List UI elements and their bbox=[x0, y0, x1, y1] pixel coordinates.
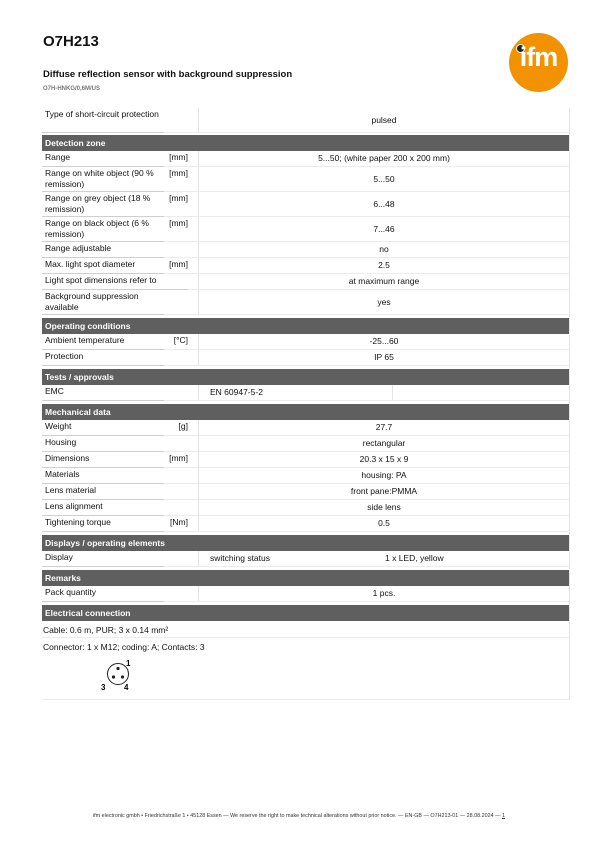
table-row: Background suppression available yes bbox=[42, 290, 569, 315]
table-row: Lens alignment side lens bbox=[42, 500, 569, 516]
product-subtitle: Diffuse reflection sensor with background suppression bbox=[43, 69, 293, 80]
section-heading: Operating conditions bbox=[42, 318, 569, 334]
table-row: Range [mm] 5...50; (white paper 200 x 200 mm) bbox=[42, 151, 569, 167]
table-row: Tightening torque [Nm] 0.5 bbox=[42, 516, 569, 532]
table-row: Lens material front pane:PMMA bbox=[42, 484, 569, 500]
table-row bbox=[42, 108, 569, 133]
table-row: Display switching status 1 x LED, yellow bbox=[42, 551, 569, 567]
section-heading: Electrical connection bbox=[42, 605, 569, 621]
table-row: Range on black object (6 % remission) [mm] 7...46 bbox=[42, 217, 569, 242]
table-row: Materials housing: PA bbox=[42, 468, 569, 484]
table-row: Light spot dimensions refer to at maximum range bbox=[42, 274, 569, 290]
table-row: Pack quantity 1 pcs. bbox=[42, 586, 569, 602]
article-number: O7H-HNKG/0,6M/US bbox=[43, 86, 101, 92]
table-row: EMC EN 60947-5-2 bbox=[42, 385, 569, 401]
section-heading: Displays / operating elements bbox=[42, 535, 569, 551]
footer-text: ifm electronic gmbh • Friedrichstraße 1 • 45128 Essen — We reserve the right to make technical alterations without prior notice. — EN-GB — O7H213-01 — 28.08.2024 — bbox=[92, 813, 501, 819]
product-title: O7H213 bbox=[43, 33, 99, 50]
table-row: Range adjustable no bbox=[42, 242, 569, 258]
table-row: Max. light spot diameter [mm] 2.5 bbox=[42, 258, 569, 274]
table-row: Dimensions [mm] 20.3 x 15 x 9 bbox=[42, 452, 569, 468]
table-row: Range on grey object (18 % remission) [mm] 6...48 bbox=[42, 192, 569, 217]
connector-pinout-icon bbox=[99, 656, 139, 696]
row-value: pulsed bbox=[371, 114, 397, 125]
table-row: Ambient temperature [°C] -25...60 bbox=[42, 334, 569, 350]
logo-text: ifm bbox=[519, 42, 558, 72]
section-heading: Mechanical data bbox=[42, 404, 569, 420]
pin-label: 1 bbox=[126, 659, 131, 668]
page-number: 1 bbox=[502, 813, 506, 819]
datasheet-table bbox=[42, 108, 570, 700]
connector-spec: Connector: 1 x M12; coding: A; Contacts: 3 bbox=[43, 642, 205, 652]
table-row: Weight [g] 27.7 bbox=[42, 420, 569, 436]
ifm-logo bbox=[509, 33, 568, 92]
table-row: Housing rectangular bbox=[42, 436, 569, 452]
footer bbox=[0, 813, 598, 819]
section-heading: Detection zone bbox=[42, 135, 569, 151]
row-label: Type of short-circuit protection bbox=[42, 108, 164, 133]
connector-block bbox=[42, 638, 569, 700]
pin-label: 3 bbox=[101, 683, 106, 692]
table-row: Protection IP 65 bbox=[42, 350, 569, 366]
section-heading: Remarks bbox=[42, 570, 569, 586]
pin-label: 4 bbox=[124, 683, 129, 692]
cable-spec: Cable: 0.6 m, PUR; 3 x 0.14 mm² bbox=[42, 621, 569, 638]
table-row: Range on white object (90 % remission) [mm] 5...50 bbox=[42, 167, 569, 192]
section-heading: Tests / approvals bbox=[42, 369, 569, 385]
